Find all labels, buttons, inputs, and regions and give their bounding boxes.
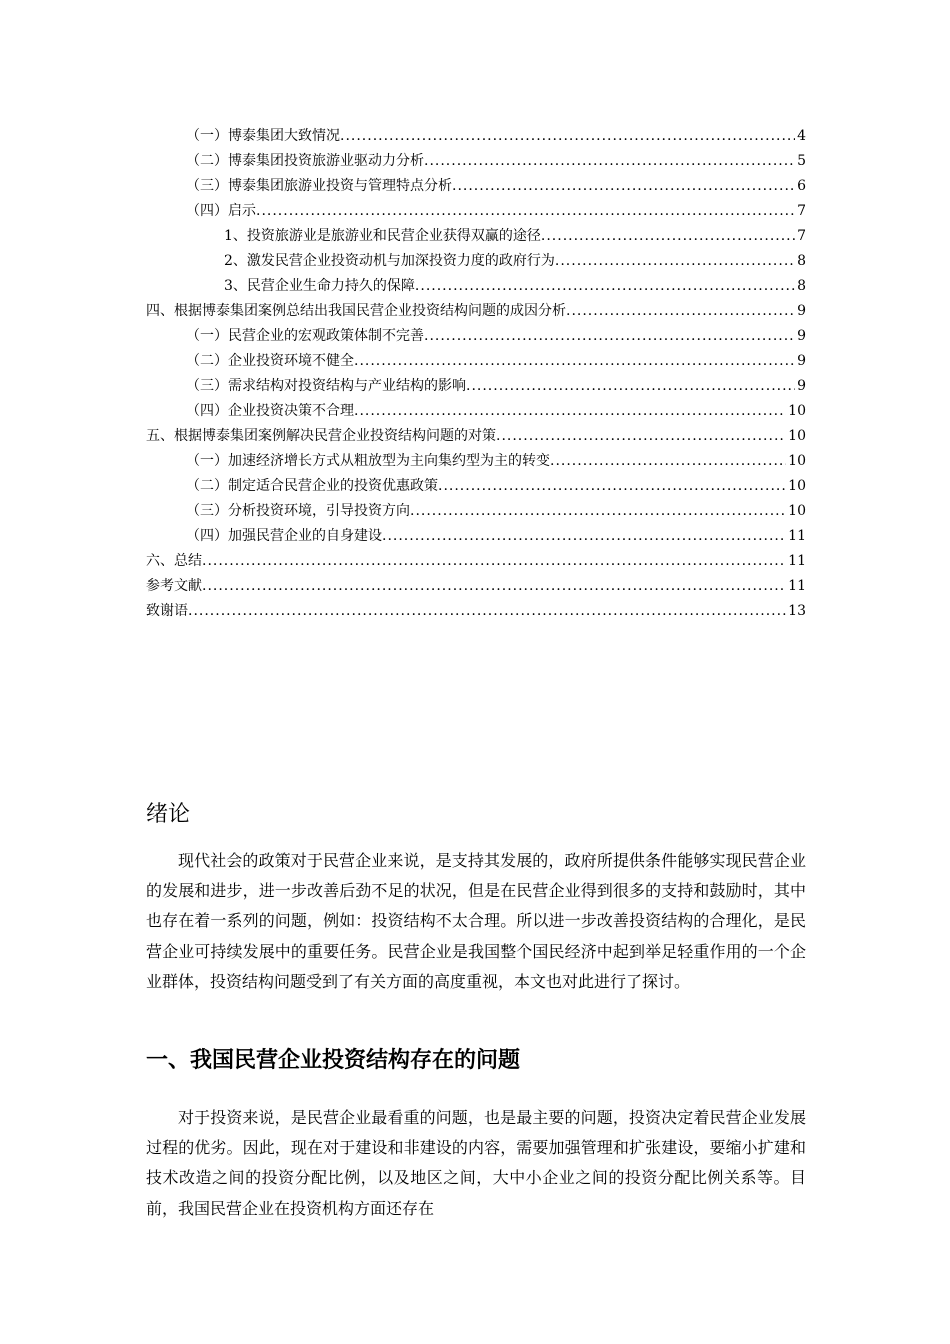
toc-dot-leader [354, 399, 786, 424]
toc-entry[interactable] [146, 149, 806, 174]
toc-entry[interactable] [146, 374, 806, 399]
toc-entry[interactable] [146, 324, 806, 349]
intro-heading: 绪论 [146, 802, 191, 827]
toc-entry[interactable] [146, 449, 806, 474]
toc-entry-page: 7 [797, 228, 806, 244]
toc-entry[interactable] [146, 574, 806, 599]
toc-entry-page: 9 [797, 353, 806, 369]
toc-entry-page: 11 [788, 528, 806, 544]
toc-dot-leader [354, 349, 795, 374]
toc-dot-leader [438, 474, 786, 499]
toc-dot-leader [202, 549, 786, 574]
toc-entry[interactable] [146, 549, 806, 574]
toc-entry-page: 10 [788, 428, 806, 444]
toc-entry-label: （一）民营企业的宏观政策体制不完善 [186, 328, 424, 344]
toc-entry-label: 五、根据博泰集团案例解决民营企业投资结构问题的对策 [146, 428, 496, 444]
toc-entry-page: 4 [797, 128, 806, 144]
toc-entry[interactable] [146, 174, 806, 199]
toc-entry-label: 六、总结 [146, 553, 202, 569]
toc-entry-label: 2、激发民营企业投资动机与加深投资力度的政府行为 [224, 253, 555, 269]
toc-entry-page: 9 [797, 303, 806, 319]
toc-entry-page: 8 [797, 278, 806, 294]
toc-entry-label: （四）加强民营企业的自身建设 [186, 528, 382, 544]
toc-entry[interactable] [146, 249, 806, 274]
toc-entry-page: 9 [797, 328, 806, 344]
toc-entry[interactable] [146, 124, 806, 149]
toc-entry-page: 10 [788, 503, 806, 519]
toc-entry-label: （三）博泰集团旅游业投资与管理特点分析 [186, 178, 452, 194]
toc-entry-label: （一）博泰集团大致情况 [186, 128, 340, 144]
toc-entry-page: 10 [788, 453, 806, 469]
toc-entry-page: 7 [797, 203, 806, 219]
toc-entry-page: 13 [788, 603, 806, 619]
toc-entry-page: 6 [797, 178, 806, 194]
toc-entry-page: 10 [788, 403, 806, 419]
toc-entry-label: 参考文献 [146, 578, 202, 594]
toc-dot-leader [382, 524, 786, 549]
toc-entry-page: 10 [788, 478, 806, 494]
toc-entry[interactable] [146, 499, 806, 524]
intro-paragraph: 现代社会的政策对于民营企业来说，是支持其发展的，政府所提供条件能够实现民营企业的发展和进步，进一步改善后劲不足的状况，但是在民营企业得到很多的支持和鼓励时，其中也存在着一系列的问题，例如：投资结构不太合理。所以进一步改善投资结构的合理化，是民营企业可持续发展中的重要任务。民营企业是我国整个国民经济中起到举足轻重作用的一个企业群体，投资结构问题受到了有关方面的高度重视，本文也对此进行了探讨。 [146, 851, 806, 991]
toc-entry[interactable] [146, 199, 806, 224]
toc-dot-leader [340, 124, 795, 149]
toc-dot-leader [202, 574, 786, 599]
toc-entry-page: 9 [797, 378, 806, 394]
toc-entry-label: （四）企业投资决策不合理 [186, 403, 354, 419]
toc-entry-page: 5 [797, 153, 806, 169]
toc-entry-label: 致谢语 [146, 603, 188, 619]
toc-dot-leader [256, 199, 795, 224]
toc-entry[interactable] [146, 299, 806, 324]
toc-dot-leader [188, 599, 786, 624]
toc-entry-label: （三）分析投资环境，引导投资方向 [186, 503, 410, 519]
toc-entry-page: 11 [788, 578, 806, 594]
toc-entry[interactable] [146, 224, 806, 249]
chapter1-paragraph: 对于投资来说，是民营企业最看重的问题，也是最主要的问题，投资决定着民营企业发展过程的优劣。因此，现在对于建设和非建设的内容，需要加强管理和扩张建设，要缩小扩建和技术改造之间的投资分配比例，以及地区之间，大中小企业之间的投资分配比例关系等。目前，我国民营企业在投资机构方面还存在 [146, 1108, 806, 1218]
toc-dot-leader [550, 449, 786, 474]
toc-dot-leader [424, 324, 795, 349]
toc-dot-leader [415, 274, 795, 299]
toc-dot-leader [555, 249, 795, 274]
toc-dot-leader [466, 374, 795, 399]
toc-dot-leader [541, 224, 795, 249]
toc-entry[interactable] [146, 399, 806, 424]
toc-entry-label: 1、投资旅游业是旅游业和民营企业获得双赢的途径 [224, 228, 541, 244]
toc-entry-page: 11 [788, 553, 806, 569]
toc-entry[interactable] [146, 424, 806, 449]
table-of-contents [146, 124, 806, 624]
toc-entry[interactable] [146, 474, 806, 499]
toc-dot-leader [496, 424, 786, 449]
toc-dot-leader [410, 499, 786, 524]
toc-entry-label: （二）博泰集团投资旅游业驱动力分析 [186, 153, 424, 169]
toc-entry-label: 四、根据博泰集团案例总结出我国民营企业投资结构问题的成因分析 [146, 303, 566, 319]
toc-entry[interactable] [146, 524, 806, 549]
toc-dot-leader [424, 149, 795, 174]
toc-entry[interactable] [146, 349, 806, 374]
toc-entry-label: 3、民营企业生命力持久的保障 [224, 278, 415, 294]
toc-entry-label: （四）启示 [186, 203, 256, 219]
chapter1-heading: 一、我国民营企业投资结构存在的问题 [146, 1048, 521, 1073]
toc-entry-label: （一）加速经济增长方式从粗放型为主向集约型为主的转变 [186, 453, 550, 469]
toc-dot-leader [566, 299, 795, 324]
toc-entry-label: （二）企业投资环境不健全 [186, 353, 354, 369]
toc-entry[interactable] [146, 274, 806, 299]
toc-entry-label: （三）需求结构对投资结构与产业结构的影响 [186, 378, 466, 394]
toc-entry-page: 8 [797, 253, 806, 269]
toc-entry[interactable] [146, 599, 806, 624]
toc-dot-leader [452, 174, 795, 199]
toc-entry-label: （二）制定适合民营企业的投资优惠政策 [186, 478, 438, 494]
